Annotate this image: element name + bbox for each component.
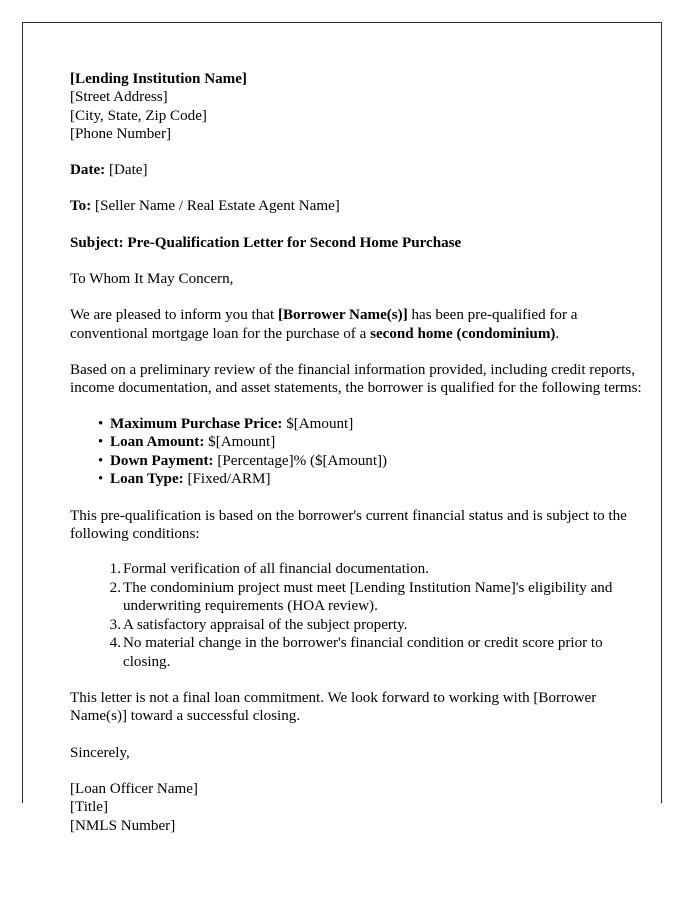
term-value-loan-type: [Fixed/ARM] [187, 471, 271, 488]
document-page [22, 22, 662, 834]
term-value-max-purchase-price: $[Amount] [286, 415, 354, 432]
list-item: The condominium project must meet [Lending Institution Name]'s eligibility and underwriting requirements (HOA review). [123, 579, 613, 615]
paragraph-intro [70, 306, 642, 343]
signature-line-officer-name: [Loan Officer Name] [70, 781, 198, 798]
paragraph-conditions-intro: This pre-qualification is based on the borrower's current financial status and is subject to the following conditions: [70, 507, 627, 542]
signature-line-title: [Title] [70, 799, 109, 816]
date-label: Date: [70, 162, 106, 179]
conditions-list [70, 560, 642, 671]
signature-block [70, 780, 642, 835]
list-item [110, 415, 642, 434]
letterhead-line-phone: [Phone Number] [70, 125, 172, 142]
date-line [70, 161, 642, 179]
list-item: A satisfactory appraisal of the subject property. [123, 616, 408, 633]
term-value-loan-amount: $[Amount] [208, 434, 276, 451]
recipient-value: [Seller Name / Real Estate Agent Name] [95, 198, 340, 215]
term-label-down-payment: Down Payment: [110, 452, 214, 469]
letterhead-line-street: [Street Address] [70, 89, 168, 106]
terms-list [70, 415, 642, 489]
paragraph-intro-part1: We are pleased to inform you that [70, 307, 278, 324]
list-item [110, 470, 642, 489]
letterhead-line-city-state-zip: [City, State, Zip Code] [70, 107, 207, 124]
paragraph-intro-borrower: [Borrower Name(s)] [277, 307, 408, 324]
paragraph-intro-property-type: second home (condominium) [370, 325, 556, 342]
salutation: To Whom It May Concern, [70, 271, 234, 288]
term-value-down-payment: [Percentage]% ($[Amount]) [217, 452, 388, 469]
paragraph-intro-part3: . [555, 325, 560, 342]
list-item: No material change in the borrower's financial condition or credit score prior to closing. [123, 635, 603, 670]
closing-salutation: Sincerely, [70, 744, 130, 761]
list-item [110, 452, 642, 471]
term-label-loan-type: Loan Type: [110, 471, 184, 488]
recipient-line [70, 197, 642, 215]
list-item: Formal verification of all financial documentation. [123, 561, 429, 578]
recipient-label: To: [70, 198, 92, 215]
paragraph-intro-part2: has been pre-qualified for a conventional mortgage loan for the purchase of a [70, 307, 578, 342]
term-label-max-purchase-price: Maximum Purchase Price: [110, 415, 283, 432]
letterhead-line-institution: [Lending Institution Name] [70, 71, 247, 87]
date-value: [Date] [108, 162, 148, 179]
letterhead-block [70, 70, 642, 143]
letter-body [70, 70, 642, 835]
list-item [110, 433, 642, 452]
signature-line-nmls-number: [NMLS Number] [70, 817, 176, 834]
paragraph-disclaimer: This letter is not a final loan commitment. We look forward to working with [Borrower Name(s)] toward a successful closing. [70, 690, 597, 725]
paragraph-review: Based on a preliminary review of the financial information provided, including credit reports, income documentation, and asset statements, the borrower is qualified for the following terms: [70, 361, 642, 397]
subject-line: Subject: Pre-Qualification Letter for Second Home Purchase [70, 234, 462, 251]
term-label-loan-amount: Loan Amount: [110, 434, 205, 451]
